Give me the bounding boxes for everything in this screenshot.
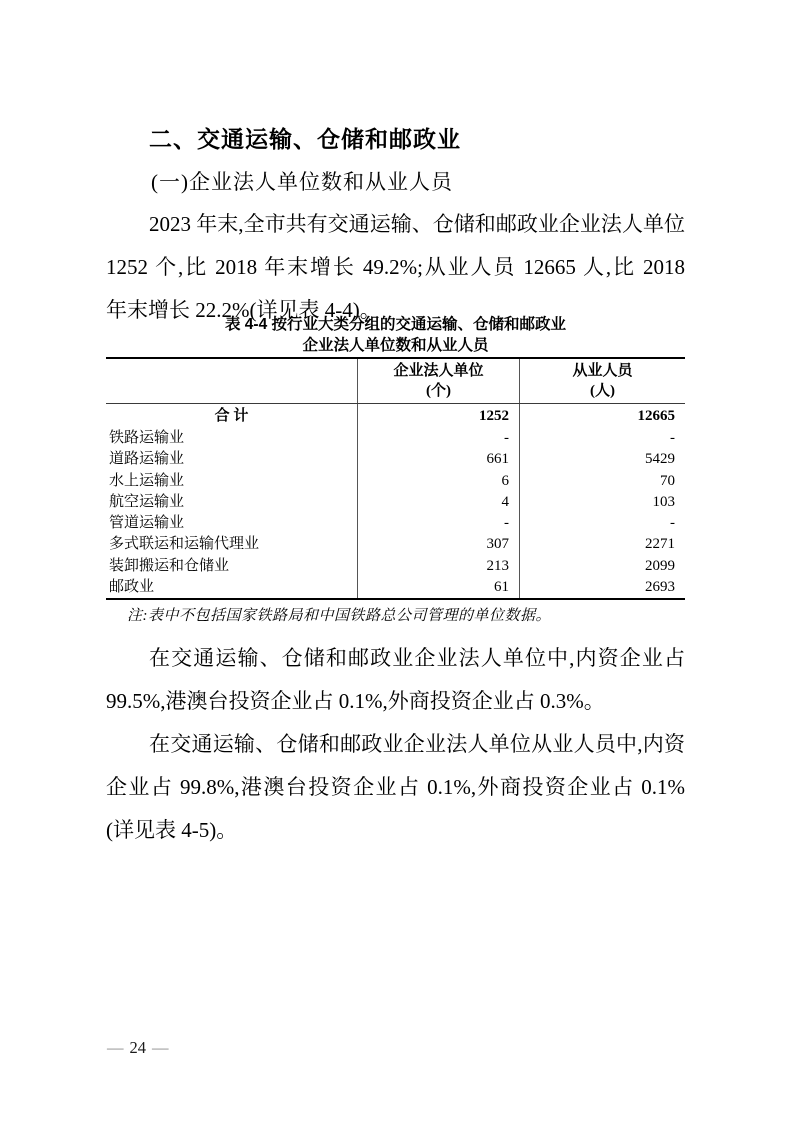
staff-value: - xyxy=(519,428,685,449)
table-title xyxy=(106,314,685,356)
staff-value: 70 xyxy=(519,471,685,492)
paragraph-line: 1252 个,比 2018 年末增长 49.2%;从业人员 12665 人,比 2018 xyxy=(106,255,685,279)
table-row-total xyxy=(106,404,685,428)
table-title-line-2: 企业法人单位数和从业人员 xyxy=(302,337,489,354)
row-label: 管道运输业 xyxy=(109,515,185,531)
paragraph-line: 企业占 99.8%,港澳台投资企业占 0.1%,外商投资企业占 0.1% xyxy=(106,775,685,799)
table-note: 注:表中不包括国家铁路局和中国铁路总公司管理的单位数据。 xyxy=(127,608,551,624)
staff-value: 2693 xyxy=(519,577,685,598)
row-label: 邮政业 xyxy=(109,578,155,595)
staff-value: 2099 xyxy=(519,556,685,577)
table-row xyxy=(106,492,685,513)
units-value: 307 xyxy=(357,534,519,555)
table-row xyxy=(106,513,685,534)
units-value: 61 xyxy=(357,577,519,598)
page-number: 24 xyxy=(129,1038,146,1057)
row-label: 水上运输业 xyxy=(109,472,185,489)
header-stub-cell xyxy=(106,359,357,403)
row-label: 航空运输业 xyxy=(109,493,185,510)
row-label: 多式联运和运输代理业 xyxy=(109,536,260,553)
page-footer xyxy=(107,1038,169,1058)
units-value: - xyxy=(357,428,519,449)
units-value: 1252 xyxy=(357,404,519,428)
header-units-line-2: (个) xyxy=(426,383,451,399)
units-value: 661 xyxy=(357,449,519,470)
paragraph-line: 99.5%,港澳台投资企业占 0.1%,外商投资企业占 0.3%。 xyxy=(106,689,605,713)
table-row xyxy=(106,428,685,449)
paragraph-line: 2023 年末,全市共有交通运输、仓储和邮政业企业法人单位 xyxy=(149,212,685,236)
paragraph-2 xyxy=(106,637,685,723)
table-row xyxy=(106,577,685,598)
paragraph-3 xyxy=(106,723,685,852)
units-value: 6 xyxy=(357,471,519,492)
row-label: 装卸搬运和仓储业 xyxy=(109,557,230,574)
footer-left-dash: — xyxy=(107,1038,124,1057)
table-row xyxy=(106,556,685,577)
paragraph-1 xyxy=(106,203,685,332)
units-value: 4 xyxy=(357,492,519,513)
units-value: - xyxy=(357,513,519,534)
staff-value: - xyxy=(519,513,685,534)
header-staff-cell xyxy=(519,359,685,403)
table-row xyxy=(106,449,685,470)
footer-right-dash: — xyxy=(152,1038,169,1057)
units-value: 213 xyxy=(357,556,519,577)
table-title-line-1: 表 4-4 按行业大类分组的交通运输、仓储和邮政业 xyxy=(224,316,567,333)
subsection-title: (一)企业法人单位数和从业人员 xyxy=(151,170,453,194)
header-staff-line-1: 从业人员 xyxy=(572,363,633,379)
header-units-cell xyxy=(357,359,519,403)
row-label: 合 计 xyxy=(214,408,249,424)
table-row xyxy=(106,534,685,555)
header-units-line-1: 企业法人单位 xyxy=(393,363,484,379)
paragraph-line: 年末增长 22.2%(详见表 4-4)。 xyxy=(106,298,381,322)
table-row xyxy=(106,471,685,492)
paragraph-line: 在交通运输、仓储和邮政业企业法人单位从业人员中,内资 xyxy=(149,732,685,756)
header-staff-line-2: (人) xyxy=(590,383,615,399)
staff-value: 2271 xyxy=(519,534,685,555)
paragraph-line: (详见表 4-5)。 xyxy=(106,818,238,842)
staff-value: 5429 xyxy=(519,449,685,470)
section-title: 二、交通运输、仓储和邮政业 xyxy=(149,126,461,152)
table-header-row xyxy=(106,359,685,404)
paragraph-line: 在交通运输、仓储和邮政业企业法人单位中,内资企业占 xyxy=(149,646,685,670)
table-4-4 xyxy=(106,357,685,600)
staff-value: 12665 xyxy=(519,404,685,428)
staff-value: 103 xyxy=(519,492,685,513)
row-label: 道路运输业 xyxy=(109,451,185,468)
row-label: 铁路运输业 xyxy=(109,430,185,446)
